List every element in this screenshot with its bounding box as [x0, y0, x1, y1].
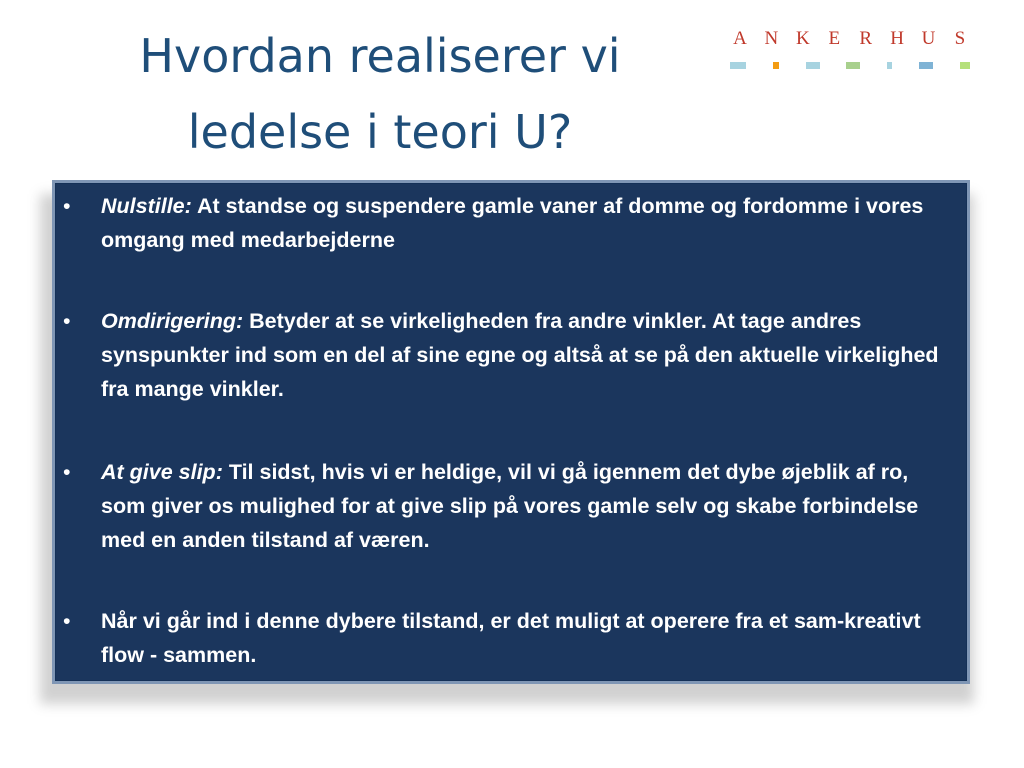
bullet-dybere-tilstand	[55, 604, 955, 672]
logo-letter: E	[828, 28, 841, 49]
logo-bar	[960, 62, 970, 69]
logo-letter: N	[764, 28, 779, 49]
bullet-text: At standse og suspendere gamle vaner af domme og fordomme i vores omgang med medarbejderne	[101, 194, 924, 252]
logo-letter: A	[733, 28, 747, 49]
bullet-dot: •	[63, 309, 71, 333]
logo-color-bars	[730, 62, 970, 69]
logo-wordmark	[730, 26, 970, 52]
logo-letter: U	[921, 28, 936, 49]
slide-title-line-2: ledelse i teori U?	[187, 105, 573, 159]
bullet-term: Omdirigering:	[101, 309, 244, 333]
logo-letter: S	[954, 28, 966, 49]
logo-letter: K	[795, 28, 810, 49]
bullet-list	[55, 183, 967, 672]
bullet-text: Når vi går ind i denne dybere tilstand, er det muligt at operere fra et sam-kreativt flow - sammen.	[101, 609, 921, 667]
bullet-give-slip	[55, 455, 955, 557]
logo-letter: R	[859, 28, 873, 49]
logo-bar	[773, 62, 779, 69]
logo-bar	[846, 62, 860, 69]
logo-bar	[730, 62, 746, 69]
logo-bar	[887, 62, 892, 69]
bullet-dot: •	[63, 609, 71, 633]
logo-bar	[806, 62, 820, 69]
logo-bar	[919, 62, 933, 69]
logo-letter: H	[890, 28, 904, 49]
slide-title-line-1: Hvordan realiserer vi	[139, 29, 621, 83]
bullet-term: At give slip:	[101, 460, 223, 484]
bullet-term: Nulstille:	[101, 194, 192, 218]
bullet-dot: •	[63, 194, 71, 218]
bullet-text: Betyder at se virkeligheden fra andre vinkler. At tage andres synspunkter ind som en del af sine egne og altså at se på den aktuelle virkelighed fra mange vinkler.	[101, 309, 939, 401]
ankerhus-logo	[730, 26, 972, 76]
bullet-dot: •	[63, 460, 71, 484]
bullet-nulstille	[55, 189, 955, 257]
content-panel	[52, 180, 970, 684]
bullet-omdirigering	[55, 304, 955, 406]
bullet-text: Til sidst, hvis vi er heldige, vil vi gå igennem det dybe øjeblik af ro, som giver os mulighed for at give slip på vores gamle selv og skabe forbindelse med en anden tilstand af væren.	[101, 460, 919, 552]
slide-title	[60, 18, 700, 170]
